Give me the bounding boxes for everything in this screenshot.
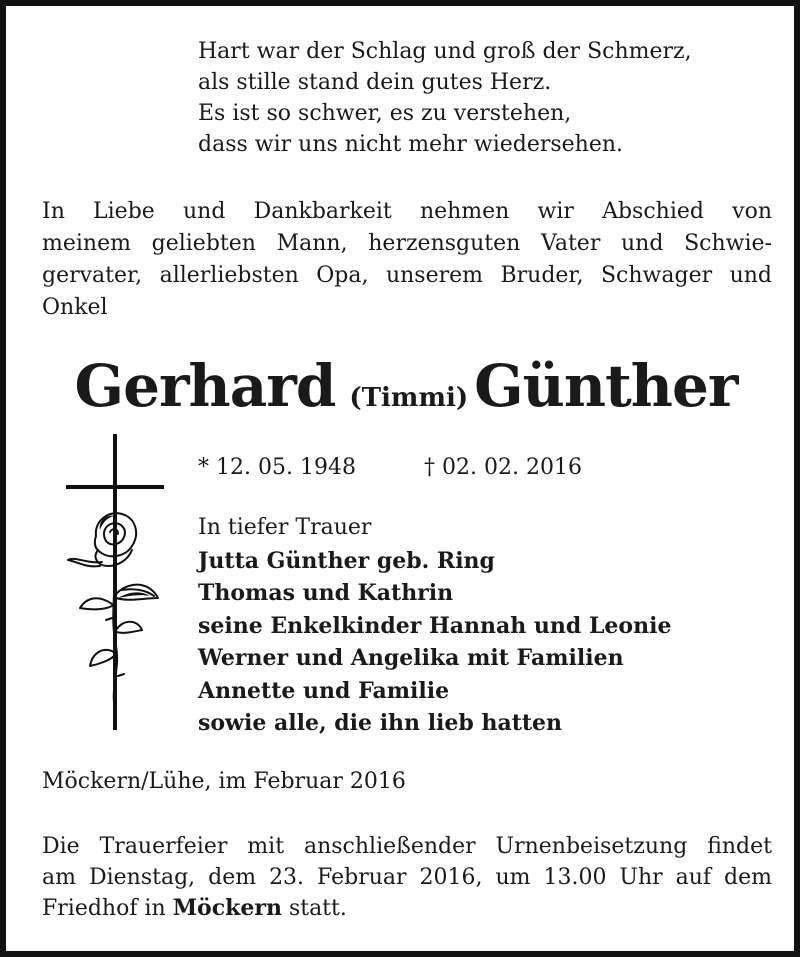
poem-line: Hart war der Schlag und groß der Schmerz, bbox=[198, 39, 692, 64]
first-name: Gerhard bbox=[74, 352, 336, 420]
mourner-name: Annette und Familie bbox=[198, 677, 450, 704]
funeral-line-end: statt. bbox=[288, 896, 347, 921]
funeral-line: am Dienstag, dem 23. Februar 2016, um 13.00 Uhr auf dem bbox=[42, 865, 772, 890]
mourner-name: Werner und Angelika mit Familien bbox=[198, 645, 624, 671]
funeral-line-start: Friedhof in bbox=[42, 896, 166, 921]
mourner-name: sowie alle, die ihn lieb hatten bbox=[198, 710, 563, 736]
mourner-name: seine Enkelkinder Hannah und Leonie bbox=[198, 612, 672, 639]
mourners-list bbox=[198, 512, 671, 740]
mourners-heading: In tiefer Trauer bbox=[198, 515, 372, 540]
funeral-line bbox=[42, 893, 772, 924]
mourner-name: Jutta Günther geb. Ring bbox=[198, 547, 495, 574]
poem-line: als stille stand dein gutes Herz. bbox=[198, 70, 552, 95]
place-and-date: Möckern/Lühe, im Februar 2016 bbox=[42, 769, 406, 794]
farewell-line: gervater, allerliebsten Opa, unserem Bruder, Schwager und bbox=[42, 263, 772, 288]
farewell-line: meinem geliebten Mann, herzensguten Vater und Schwie- bbox=[42, 231, 772, 256]
birth-date: * 12. 05. 1948 bbox=[198, 455, 356, 480]
funeral-info bbox=[42, 831, 772, 924]
farewell-line: Onkel bbox=[42, 295, 108, 320]
deceased-name bbox=[6, 352, 800, 420]
poem-line: dass wir uns nicht mehr wiedersehen. bbox=[198, 132, 624, 157]
farewell-line: In Liebe und Dankbarkeit nehmen wir Abschied von bbox=[42, 199, 772, 224]
nickname: (Timmi) bbox=[349, 383, 469, 413]
mourner-name: Thomas und Kathrin bbox=[198, 580, 454, 606]
memorial-poem bbox=[198, 36, 692, 160]
last-name: Günther bbox=[474, 352, 738, 420]
poem-line: Es ist so schwer, es zu verstehen, bbox=[198, 101, 572, 126]
death-date: † 02. 02. 2016 bbox=[424, 455, 582, 480]
cross-bar bbox=[66, 485, 164, 489]
rose-icon bbox=[58, 506, 170, 706]
farewell-text bbox=[42, 196, 772, 324]
cemetery-location: Möckern bbox=[172, 895, 282, 921]
funeral-line: Die Trauerfeier mit anschließender Urnenbeisetzung findet bbox=[42, 834, 772, 859]
